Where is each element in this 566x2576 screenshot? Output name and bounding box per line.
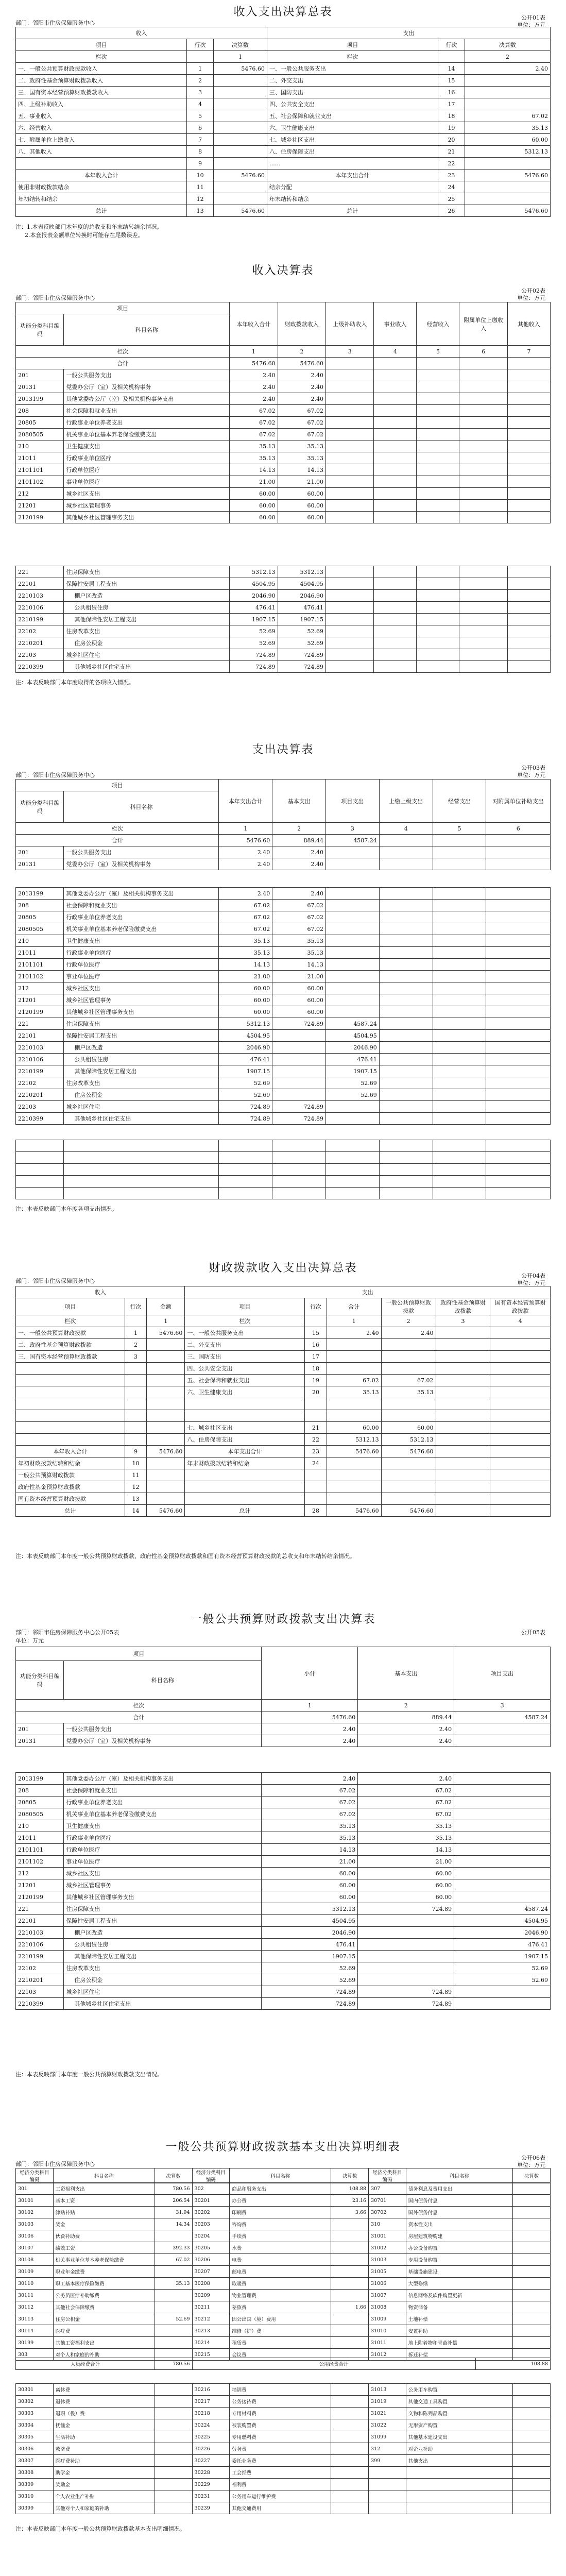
table-row: 30113 住房公积金 52.69 30212 因公出国（境）费用 31009 土地补偿 xyxy=(16,2313,551,2325)
sec3-table-cont xyxy=(15,887,551,1125)
sec2-unit: 部门：邻阳市住房保障服务中心 xyxy=(15,295,95,301)
table-row: 30399 其他对个人和家庭的补助 30239 其他交通费用 xyxy=(16,2502,551,2514)
table-row: 20805 行政事业单位养老支出 67.02 67.02 xyxy=(16,911,551,923)
sec3-blank-rows xyxy=(15,1140,551,1199)
table-row: 221 住房保障支出 5312.13 724.89 4587.24 xyxy=(16,1018,551,1030)
table-row: 22102 住房改革支出 52.69 52.69 xyxy=(16,1077,551,1089)
table-row: 2210199 其他保障性安居工程支出 1907.15 1907.15 xyxy=(16,1065,551,1077)
table-row: 30306 救济费 30226 劳务费 312 对企业补助 xyxy=(16,2443,551,2455)
table-row: 2120199 其他城乡社区管理事务支出 60.00 60.00 xyxy=(16,512,551,523)
table-row: 21201 城乡社区管理事务 60.00 60.00 xyxy=(16,1879,551,1891)
table-row: 30308 助学金 30228 工会经费 xyxy=(16,2467,551,2479)
sec3-title: 支出决算表 xyxy=(252,743,314,756)
table-row: 201 一般公共服务支出 2.40 2.40 xyxy=(16,1723,551,1735)
table-row: 2101102 事业单位医疗 21.00 21.00 xyxy=(16,476,551,488)
table-row: 30108 机关事业单位基本养老保险缴费 67.02 30206 电费 31003 专用设备购置 xyxy=(16,2254,551,2266)
table-row: 二、政府性基金预算财政拨款收入 2 二、外交支出 15 xyxy=(16,75,551,87)
table-row: 2080505 机关事业单位基本养老保险缴费支出 67.02 67.02 xyxy=(16,1808,551,1820)
table-row: 221 住房保障支出 5312.13 724.89 4587.24 xyxy=(16,1903,551,1915)
table-row: 一、一般公共预算财政拨款 1 5476.60 一、一般公共服务支出 15 2.40 2.40 xyxy=(16,1327,551,1339)
table-row: 22102 住房改革支出 52.69 52.69 xyxy=(16,625,551,637)
table-row: 30101 基本工资 206.54 30201 办公费 23.16 30701 国内债务付息 xyxy=(16,2195,551,2207)
sec6-title: 一般公共预算财政拨款基本支出决算明细表 xyxy=(165,2141,401,2154)
table-row: 2210201 住房公积金 52.69 52.69 xyxy=(16,1089,551,1101)
table-row: 总计 13 5476.60 总计 26 5476.60 xyxy=(16,205,551,217)
sec2-table: 项目 本年收入合计 财政拨款收入 上级补助收入 事业收入 经营收入 附属单位上缴收入 其他收入 功能分类科目编码 科目名称 栏次 1 2 3 4 5 6 7 合计 5476.60 5476.60 201 一般公共服务支出 2.40 2.40 20131 党委办公厅（室）及相关机构事务 2.40 2.40 2013199 其他党委办公厅（室）及相关机构事务支出 2.40 2.40 208 社会保障和就业支出 67.02 67.02 20805 行政事业单位养老支出 67.02 67.02 2080505 机关事业单位基本养老保险缴费支出 67.02 67.02 210 卫生健康支出 35.13 35.13 21011 行政事业单位医疗 35.13 35.13 2101101 行政单位医疗 14.13 14.13 2101102 事业单位医疗 21.00 21.00 212 城乡社区支出 60.00 60.00 21201 城乡社区管理事务 60.00 60.00 2120199 其他城乡社区管理事务支出 60.00 60.00 xyxy=(15,302,551,523)
table-row: 本年收入合计 10 5476.60 本年支出合计 23 5476.60 xyxy=(16,170,551,181)
sec4-note: 注：本表反映部门本年度一般公共预算财政拨款、政府性基金预算财政拨款和国有资本经营预算财政拨款的总收支和年末结转结余情况。 xyxy=(15,1553,355,1560)
sec1-h-item2: 项目 xyxy=(267,39,438,51)
sec3-table: 项目 本年支出合计 基本支出 项目支出 上缴上级支出 经营支出 对附属单位补助支出 功能分类科目编码 科目名称 栏次 1 2 3 4 5 6 合计 5476.60 889.44 4587.24 201 一般公共服务支出 2.40 2.40 20131 党委办公厅（室）及相关机构事务 2.40 2.40 xyxy=(15,779,551,870)
table-row: 2210399 其他城乡社区住宅支出 724.89 724.89 xyxy=(16,661,551,673)
table-row: 2101102 事业单位医疗 21.00 21.00 xyxy=(16,1856,551,1868)
sec4-table: 收入 支出 项目 行次 金额 项目 行次 合计 一般公共预算财政拨款 政府性基金预算财政拨款 国有资本经营预算财政拨款 栏次 1 栏次 1 2 3 4 一、一般公共预算财政拨款 1 5476.60 一、一般公共服务支出 15 2.40 2.40 二、政府性基金预算财政拨款 2 二、外交支出 16 三、国有资本经营预算财政拨款 3 三、国防支出 17 四、公共安全支出 18 五、社会保障和就业支出 19 67.02 67.02 六、卫生健康支出 20 35.13 35.13 七、城乡社区支出 21 60.00 60.00 八、住房保障支出 22 5312.13 5312.13 本年收入合计 9 5476.60 本年支出合计 23 5476.60 5476.60 年初财政拨款结转和结余 10 年末财政拨款结转和结余 24 一般公共预算财政拨款 11 政府性基金预算财政拨款 12 国有资本经营预算财政拨款 13 总计 14 5476.60 总计 28 5476.60 5476.60 xyxy=(15,1286,551,1517)
table-row: 20805 行政事业单位养老支出 67.02 67.02 xyxy=(16,1797,551,1808)
sec5-code: 公开05表 xyxy=(521,1629,545,1636)
sec1-code: 公开01表 xyxy=(521,14,545,21)
table-row: 22103 城乡社区住宅 724.89 724.89 xyxy=(16,1986,551,1998)
table-row: 六、卫生健康支出 20 35.13 35.13 xyxy=(16,1386,551,1398)
table-row: 七、城乡社区支出 21 60.00 60.00 xyxy=(16,1422,551,1434)
sec1-h-row: 行次 xyxy=(187,39,214,51)
sec2-note: 注：本表反映部门本年度取得的各项收入情况。 xyxy=(15,679,134,686)
table-row: 2210199 其他保障性安居工程支出 1907.15 1907.15 xyxy=(16,1951,551,1962)
table-row: 2210103 棚户区改造 2046.90 2046.90 xyxy=(16,590,551,602)
sec1-h-row2: 行次 xyxy=(438,39,465,51)
table-row: 2210399 其他城乡社区住宅支出 724.89 724.89 xyxy=(16,1113,551,1125)
table-row: 2210106 公共租赁住房 476.41 476.41 xyxy=(16,602,551,614)
table-row: 30302 退休费 30217 公务接待费 31019 其他交通工具购置 xyxy=(16,2396,551,2408)
table-row: 2101102 事业单位医疗 21.00 21.00 xyxy=(16,971,551,982)
sec6-note: 注：本表反映部门本年度一般公共预算财政拨款基本支出明细情况。 xyxy=(15,2526,185,2532)
sec3-unit: 部门：邻阳市住房保障服务中心 xyxy=(15,772,95,778)
table-row: 2120199 其他城乡社区管理事务支出 60.00 60.00 xyxy=(16,1006,551,1018)
table-row: 30304 抚恤金 30224 被装购置费 31022 无形资产购置 xyxy=(16,2419,551,2431)
table-row: 22101 保障性安居工程支出 4504.95 4504.95 xyxy=(16,1915,551,1927)
sec3-code: 公开03表 xyxy=(521,765,545,771)
table-row: 2210103 棚户区改造 2046.90 2046.90 xyxy=(16,1042,551,1054)
sec1-table xyxy=(15,27,551,217)
table-row: 22102 住房改革支出 52.69 52.69 xyxy=(16,1962,551,1974)
sec1-h-col-b: 栏次 xyxy=(267,51,438,63)
sec1-h-item: 项目 xyxy=(16,39,187,51)
table-row: 本年收入合计 9 5476.60 本年支出合计 23 5476.60 5476.60 xyxy=(16,1446,551,1458)
table-row: 八、其他收入 8 八、住房保障支出 21 5312.13 xyxy=(16,146,551,158)
sec1-head-income: 收入 xyxy=(16,27,267,39)
sec5-unit: 部门：邻阳市住房保障服务中心公开05表 xyxy=(15,1629,119,1636)
table-row: 总计 14 5476.60 总计 28 5476.60 5476.60 xyxy=(16,1505,551,1517)
table-row: 二、政府性基金预算财政拨款 2 二、外交支出 16 xyxy=(16,1339,551,1351)
table-row: 210 卫生健康支出 35.13 35.13 xyxy=(16,935,551,947)
table-row: 9 …… 22 xyxy=(16,158,551,170)
sec4-money: 单位：万元 xyxy=(517,1280,545,1286)
sec1-h-amt: 决算数 xyxy=(214,39,267,51)
table-row: 21201 城乡社区管理事务 60.00 60.00 xyxy=(16,500,551,512)
table-row: 21011 行政事业单位医疗 35.13 35.13 xyxy=(16,452,551,464)
table-row: 2210399 其他城乡社区住宅支出 724.89 724.89 xyxy=(16,1998,551,2010)
table-row: 22103 城乡社区住宅 724.89 724.89 xyxy=(16,649,551,661)
table-row: 30106 伙食补助费 30204 手续费 31001 房屋建筑物购建 xyxy=(16,2230,551,2242)
table-row: 2101101 行政单位医疗 14.13 14.13 xyxy=(16,959,551,971)
table-row: 22103 城乡社区住宅 724.89 724.89 xyxy=(16,1101,551,1113)
table-row: 2210106 公共租赁住房 476.41 476.41 xyxy=(16,1939,551,1951)
table-row: 30114 医疗费 30213 维修（护）费 31010 安置补助 xyxy=(16,2325,551,2337)
table-row: 五、事业收入 5 五、社会保障和就业支出 18 67.02 xyxy=(16,110,551,122)
table-row: 六、经营收入 6 六、卫生健康支出 19 35.13 xyxy=(16,122,551,134)
table-row: 30303 退职（役）费 30218 专用材料费 31021 文物和陈列品购置 xyxy=(16,2408,551,2419)
sec2-table-cont xyxy=(15,566,551,673)
sec1-title: 收入支出决算总表 xyxy=(233,6,333,19)
table-row: 208 社会保障和就业支出 67.02 67.02 xyxy=(16,1785,551,1797)
table-row: 30112 其他社会保障缴费 30211 差旅费 1.66 31008 物资储备 xyxy=(16,2301,551,2313)
table-row: 2210199 其他保障性安居工程支出 1907.15 1907.15 xyxy=(16,614,551,625)
table-row: 22101 保障性安居工程支出 4504.95 4504.95 xyxy=(16,1030,551,1042)
table-row: 国有资本经营预算财政拨款 13 xyxy=(16,1493,551,1505)
table-row: 22101 保障性安居工程支出 4504.95 4504.95 xyxy=(16,578,551,590)
sec2-code: 公开02表 xyxy=(521,287,545,294)
sec4-title: 财政拨款收入支出决算总表 xyxy=(209,1262,357,1275)
table-row: 三、国有资本经营预算财政拨款收入 3 三、国防支出 16 xyxy=(16,87,551,98)
table-row: 208 社会保障和就业支出 67.02 67.02 xyxy=(16,405,551,417)
table-row: 201 一般公共服务支出 2.40 2.40 xyxy=(16,846,551,858)
table-row: 21011 行政事业单位医疗 35.13 35.13 xyxy=(16,947,551,959)
table-row: 2080505 机关事业单位基本养老保险缴费支出 67.02 67.02 xyxy=(16,923,551,935)
table-row: 30103 奖金 14.34 30203 咨询费 310 资本性支出 xyxy=(16,2218,551,2230)
sec4-code: 公开04表 xyxy=(521,1273,545,1279)
sec4-unit: 部门：邻阳市住房保障服务中心 xyxy=(15,1278,95,1284)
table-row: 20131 党委办公厅（室）及相关机构事务 2.40 2.40 xyxy=(16,381,551,393)
sec3-money: 单位：万元 xyxy=(517,772,545,778)
sec6-money: 单位：万元 xyxy=(517,2162,545,2168)
sec6-table-body xyxy=(15,2182,551,2361)
table-row: 一、一般公共预算财政拨款收入 1 5476.60 一、一般公共服务支出 14 2.40 xyxy=(16,63,551,75)
table-row: 政府性基金预算财政拨款 12 xyxy=(16,1481,551,1493)
table-row: 30107 绩效工资 392.33 30205 水费 31002 办公设备购置 xyxy=(16,2242,551,2254)
sec5-table: 项目 小计 基本支出 项目支出 功能分类科目编码 科目名称 栏次 1 2 3 合计 5476.60 889.44 4587.24 201 一般公共服务支出 2.40 2.40 20131 党委办公厅（室）及相关机构事务 2.40 2.40 xyxy=(15,1647,551,1747)
sec5-table-cont xyxy=(15,1772,551,2010)
table-row: 210 卫生健康支出 35.13 35.13 xyxy=(16,440,551,452)
sec1-note1: 注：1.本表反映部门本年度的总收支和年末结转结余情况。 xyxy=(15,224,163,230)
table-row: 212 城乡社区支出 60.00 60.00 xyxy=(16,1868,551,1879)
sec6-table-body2 xyxy=(15,2383,551,2514)
table-row: 年初结转和结余 12 年末结转和结余 25 xyxy=(16,193,551,205)
sec1-note2: 2.本套报表金额单位转换时可能存在尾数误差。 xyxy=(25,232,144,239)
table-row: 2013199 其他党委办公厅（室）及相关机构事务支出 2.40 2.40 xyxy=(16,1773,551,1785)
sec6-unit: 部门：邻阳市住房保障服务中心 xyxy=(15,2161,95,2167)
table-row: 303 对个人和家庭的补助 30215 会议费 31012 拆迁补偿 xyxy=(16,2349,551,2361)
table-row: 30310 个人农业生产补贴 30231 公务用车运行维护费 xyxy=(16,2490,551,2502)
table-row: 2013199 其他党委办公厅（室）及相关机构事务支出 2.40 2.40 xyxy=(16,393,551,405)
sec1-money: 单位：万元 xyxy=(517,22,545,28)
table-row: 30305 生活补助 30225 专用燃料费 31099 其他基本建设支出 xyxy=(16,2431,551,2443)
table-row: 2210201 住房公积金 52.69 52.69 xyxy=(16,637,551,649)
sec6-table: 经济分类科目编码 科目名称 决算数 经济分类科目编码 科目名称 决算数 经济分类科目编码 科目名称 决算数 xyxy=(15,2168,551,2183)
table-row: 208 社会保障和就业支出 67.02 67.02 xyxy=(16,900,551,911)
table-row: 年初财政拨款结转和结余 10 年末财政拨款结转和结余 24 xyxy=(16,1458,551,1469)
table-row: 2210103 棚户区改造 2046.90 2046.90 xyxy=(16,1927,551,1939)
sec1-h-col: 栏次 xyxy=(16,51,187,63)
sec1-h-amt2: 决算数 xyxy=(465,39,550,51)
table-row: 21011 行政事业单位医疗 35.13 35.13 xyxy=(16,1832,551,1844)
table-row: 30301 离休费 30216 培训费 31013 公务用车购置 xyxy=(16,2384,551,2396)
sec3-note: 注：本表反映部门本年度各项支出情况。 xyxy=(15,1206,117,1212)
table-row: 21201 城乡社区管理事务 60.00 60.00 xyxy=(16,994,551,1006)
table-row: 30110 职工基本医疗保险缴费 35.13 30208 取暖费 31006 大型修缮 xyxy=(16,2278,551,2290)
table-row: 五、社会保障和就业支出 19 67.02 67.02 xyxy=(16,1375,551,1386)
table-row: 221 住房保障支出 5312.13 5312.13 xyxy=(16,566,551,578)
table-row: 30309 奖励金 30229 福利费 xyxy=(16,2479,551,2490)
sec1-h-col1: 1 xyxy=(214,51,267,63)
table-row: 30199 其他工资福利支出 30214 租赁费 31011 地上附着物和青苗补偿 xyxy=(16,2337,551,2349)
table-row: 20131 党委办公厅（室）及相关机构事务 2.40 2.40 xyxy=(16,1735,551,1747)
sec1-head-expense: 支出 xyxy=(267,27,550,39)
sec6-sum-table: 人员经费合计 780.56 公用经费合计 108.88 xyxy=(15,2358,551,2370)
table-row: 使用非财政拨款结余 11 结余分配 24 xyxy=(16,181,551,193)
table-row: 30111 公务员医疗补助缴费 30209 物业管理费 31007 信息网络及软件购置更新 xyxy=(16,2290,551,2301)
table-row: 四、公共安全支出 18 xyxy=(16,1363,551,1375)
sec2-money: 单位：万元 xyxy=(517,295,545,301)
table-row: 三、国有资本经营预算财政拨款 3 三、国防支出 17 xyxy=(16,1351,551,1363)
table-row: 210 卫生健康支出 35.13 35.13 xyxy=(16,1820,551,1832)
table-row: 2101101 行政单位医疗 14.13 14.13 xyxy=(16,1844,551,1856)
table-row: 30109 职业年金缴费 30207 邮电费 31005 基础设施建设 xyxy=(16,2266,551,2278)
table-row: 四、上级补助收入 4 四、公共安全支出 17 xyxy=(16,98,551,110)
sec6-code: 公开06表 xyxy=(521,2155,545,2161)
sec5-note: 注：本表反映部门本年度一般公共预算财政拨款支出情况。 xyxy=(15,2071,163,2078)
sec2-title: 收入决算表 xyxy=(252,264,314,277)
table-row: 2101101 行政单位医疗 14.13 14.13 xyxy=(16,464,551,476)
table-row: 2210201 住房公积金 52.69 52.69 xyxy=(16,1974,551,1986)
table-row: 20805 行政事业单位养老支出 67.02 67.02 xyxy=(16,417,551,429)
table-row: 212 城乡社区支出 60.00 60.00 xyxy=(16,982,551,994)
table-row: 201 一般公共服务支出 2.40 2.40 xyxy=(16,369,551,381)
table-row: 2013199 其他党委办公厅（室）及相关机构事务支出 2.40 2.40 xyxy=(16,888,551,900)
table-row: 2210106 公共租赁住房 476.41 476.41 xyxy=(16,1054,551,1065)
table-row: 2120199 其他城乡社区管理事务支出 60.00 60.00 xyxy=(16,1891,551,1903)
table-row: 301 工资福利支出 780.56 302 商品和服务支出 108.88 307 债务利息及费用支出 xyxy=(16,2183,551,2195)
table-row: 八、住房保障支出 22 5312.13 5312.13 xyxy=(16,1434,551,1446)
table-row: 七、附属单位上缴收入 7 七、城乡社区支出 20 60.00 xyxy=(16,134,551,146)
table-row: 212 城乡社区支出 60.00 60.00 xyxy=(16,488,551,500)
table-row: 2080505 机关事业单位基本养老保险缴费支出 67.02 67.02 xyxy=(16,429,551,440)
sec1-h-col2: 2 xyxy=(465,51,550,63)
table-row: 30102 津贴补贴 31.94 30202 印刷费 3.66 30702 国外债务付息 xyxy=(16,2207,551,2218)
sec5-title: 一般公共预算财政拨款支出决算表 xyxy=(190,1613,376,1626)
sec1-unit: 部门：邻阳市住房保障服务中心 xyxy=(15,20,95,26)
sec5-money: 单位：万元 xyxy=(15,1637,44,1644)
table-row: 20131 党委办公厅（室）及相关机构事务 2.40 2.40 xyxy=(16,858,551,870)
table-row: 一般公共预算财政拨款 11 xyxy=(16,1469,551,1481)
table-row: 30307 医疗费补助 30227 委托业务费 399 其他支出 xyxy=(16,2455,551,2467)
